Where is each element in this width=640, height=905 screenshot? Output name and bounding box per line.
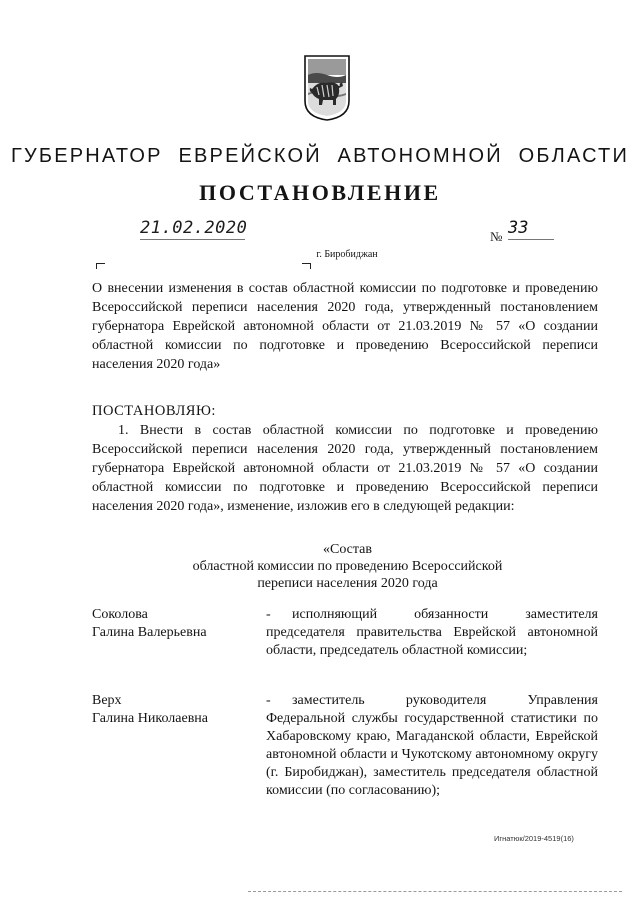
composition-heading [120, 541, 575, 592]
issuer-heading: ГУБЕРНАТОР ЕВРЕЙСКОЙ АВТОНОМНОЙ ОБЛАСТИ [10, 145, 630, 167]
city-label: г. Биробиджан [316, 249, 378, 260]
paragraph-1: 1. Внести в состав областной комиссии по подготовке и проведению Всероссийской переписи населения 2020 года, утвержденный постановлением губернатора Еврейской автономной области от 21.03.2019 № 57 «О создании областной комиссии по подготовке и проведению Всероссийской переписи населения 2020 года», изменение, изложив его в следующей редакции: [92, 423, 598, 514]
member-given-name: Галина Николаевна [92, 711, 209, 726]
composition-line-2: областной комиссии по проведению Всероссийской [192, 559, 503, 574]
member-role: исполняющий обязанности заместителя председателя правительства Еврейской автономной области, председатель областной комиссии; [266, 607, 598, 658]
member-name [92, 606, 252, 642]
member-dash: - [266, 693, 271, 708]
bracket-corner-right [302, 263, 311, 269]
document-subject: О внесении изменения в состав областной комиссии по подготовке и проведению Всероссийской переписи населения 2020 года, утвержденный постановлением губернатора Еврейской автономной области от 21.03.2019 № 57 «О создании областной комиссии по подготовке и проведению Всероссийской переписи населения 2020 года» [92, 281, 598, 372]
handwritten-date: 21.02.2020 [140, 218, 248, 238]
decree-heading: ПОСТАНОВЛЯЮ: [92, 403, 216, 419]
member-name [92, 692, 252, 728]
member-dash: - [266, 607, 271, 622]
member-surname: Верх [92, 693, 122, 708]
coat-of-arms-tiger-icon [304, 55, 350, 121]
bracket-corner-left [96, 263, 105, 269]
document-type-title: ПОСТАНОВЛЕНИЕ [199, 180, 441, 205]
member-surname: Соколова [92, 607, 148, 622]
handwritten-number: 33 [508, 218, 554, 240]
footer-reference: Игнатюк/2019-4519(16) [494, 834, 574, 843]
page-bottom-divider [248, 891, 622, 892]
member-role: заместитель руководителя Управления Федеральной службы государственной статистики по Хабаровскому краю, Магаданской области, Еврейской автономной области и Чукотскому автономному округу (г. Биробиджан), заместитель председателя областной комиссии (по согласованию); [266, 693, 598, 798]
member-given-name: Галина Валерьевна [92, 625, 207, 640]
number-sign: № [490, 229, 503, 244]
composition-line-1: «Состав [322, 542, 372, 557]
composition-line-3: переписи населения 2020 года [257, 576, 438, 591]
